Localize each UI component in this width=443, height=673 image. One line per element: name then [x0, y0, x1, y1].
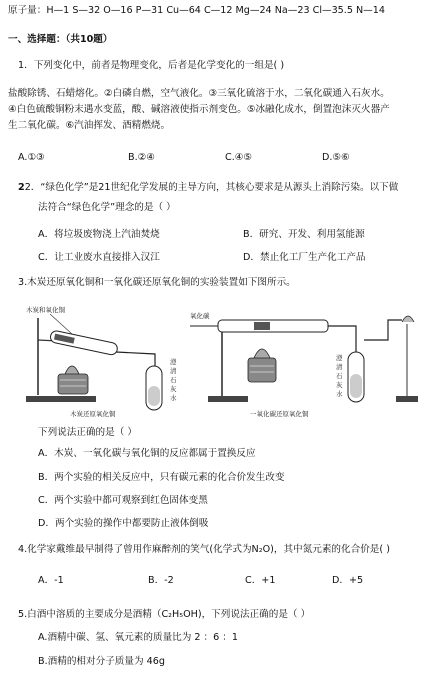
q4-option-b: B．-2 [148, 575, 174, 586]
q5-option-b: B.酒精的相对分子质量为 46g [38, 656, 165, 667]
svg-text:清: 清 [170, 367, 177, 375]
fig-right-side-label [336, 353, 343, 398]
svg-text:澄: 澄 [336, 354, 343, 362]
q1-option-d: D.⑤⑥ [322, 152, 350, 163]
svg-text:水: 水 [170, 394, 177, 402]
q2-stem: 22．“绿色化学”是21世纪化学发展的主导方向，其核心要求是从源头上消除污染。以下做 [18, 182, 399, 193]
svg-text:水: 水 [336, 390, 343, 398]
carbon-reduction-apparatus [20, 300, 190, 418]
q2-option-b: B．研究、开发、利用氢能源 [243, 229, 365, 240]
q1-option-c: C.④⑤ [225, 152, 252, 163]
q1-line-2: ④白色硫酸铜粉末遇水变蓝，酸、碱溶液使指示剂变色。⑤冰融化成水，倒置泡沫灭火器产 [8, 104, 390, 115]
q5-option-a: A.酒精中碳、氢、氧元素的质量比为 2 ：6 ：1 [38, 632, 238, 643]
q2-option-d: D．禁止化工厂生产化工产品 [243, 252, 366, 263]
q3-question: 下列说法正确的是（ ） [38, 427, 137, 438]
q4-option-a: A．-1 [38, 575, 64, 586]
svg-text:清: 清 [336, 363, 343, 371]
svg-text:澄: 澄 [170, 358, 177, 366]
atomic-mass-line: 原子量：H—1 S—32 O—16 P—31 Cu—64 C—12 Mg—24 Na—23 Cl—35.5 N—14 [8, 5, 385, 16]
q1-line-1: 盐酸除锈、石蜡熔化。②白磷自燃，空气液化。③三氧化硫溶于水，二氧化碳通入石灰水。 [8, 88, 390, 99]
q1-stem: 1．下列变化中，前者是物理变化，后者是化学变化的一组是( ) [18, 60, 285, 71]
fig-left-side-label [170, 357, 177, 402]
fig-left-caption: 木炭还原氧化铜 [70, 410, 116, 418]
fig-right-caption: 一氧化碳还原氧化铜 [250, 410, 309, 418]
svg-text:石: 石 [336, 372, 343, 380]
q2-stem-text: 2．“绿色化学”是21世纪化学发展的主导方向，其核心要求是从源头上消除污染。以下做 [24, 182, 399, 193]
q2-option-c: C．让工业废水直接排入汉江 [38, 252, 160, 263]
q3-option-c: C．两个实验中都可观察到红色固体变黑 [38, 495, 208, 506]
fig-right-top-label: 氧化碳 [190, 312, 210, 320]
q1-line-3: 生二氧化碳。⑥汽油挥发、酒精燃烧。 [8, 120, 171, 131]
q4-option-c: C．+1 [245, 575, 276, 586]
q1-option-a: A.①③ [18, 152, 45, 163]
fig-left-top-label: 木炭和氧化铜 [26, 306, 65, 314]
svg-text:灰: 灰 [170, 385, 177, 393]
svg-text:灰: 灰 [336, 381, 343, 389]
q2-option-a: A．将垃圾废物浇上汽油焚烧 [38, 229, 160, 240]
q4-option-d: D．+5 [332, 575, 364, 586]
q3-option-d: D．两个实验的操作中都要防止液体倒吸 [38, 518, 209, 529]
section-title: 一、选择题：（共10题） [8, 34, 113, 45]
q2-stem-2: 法符合“绿色化学”理念的是（ ） [38, 202, 176, 213]
q4-stem: 4.化学家戴维最早制得了曾用作麻醉剂的笑气(化学式为N₂O)，其中氮元素的化合价是( ) [18, 544, 390, 555]
q3-stem: 3.木炭还原氧化铜和一氧化碳还原氧化铜的实验装置如下图所示。 [18, 277, 296, 288]
q5-stem: 5.白酒中溶质的主要成分是酒精（C₂H₅OH)，下列说法正确的是（ ） [18, 609, 311, 620]
q1-option-b: B.②④ [128, 152, 155, 163]
q3-option-a: A．木炭、一氧化碳与氧化铜的反应都属于置换反应 [38, 448, 256, 459]
co-reduction-apparatus [188, 300, 420, 418]
svg-text:石: 石 [170, 376, 177, 384]
q3-option-b: B．两个实验的相关反应中，只有碳元素的化合价发生改变 [38, 472, 285, 483]
